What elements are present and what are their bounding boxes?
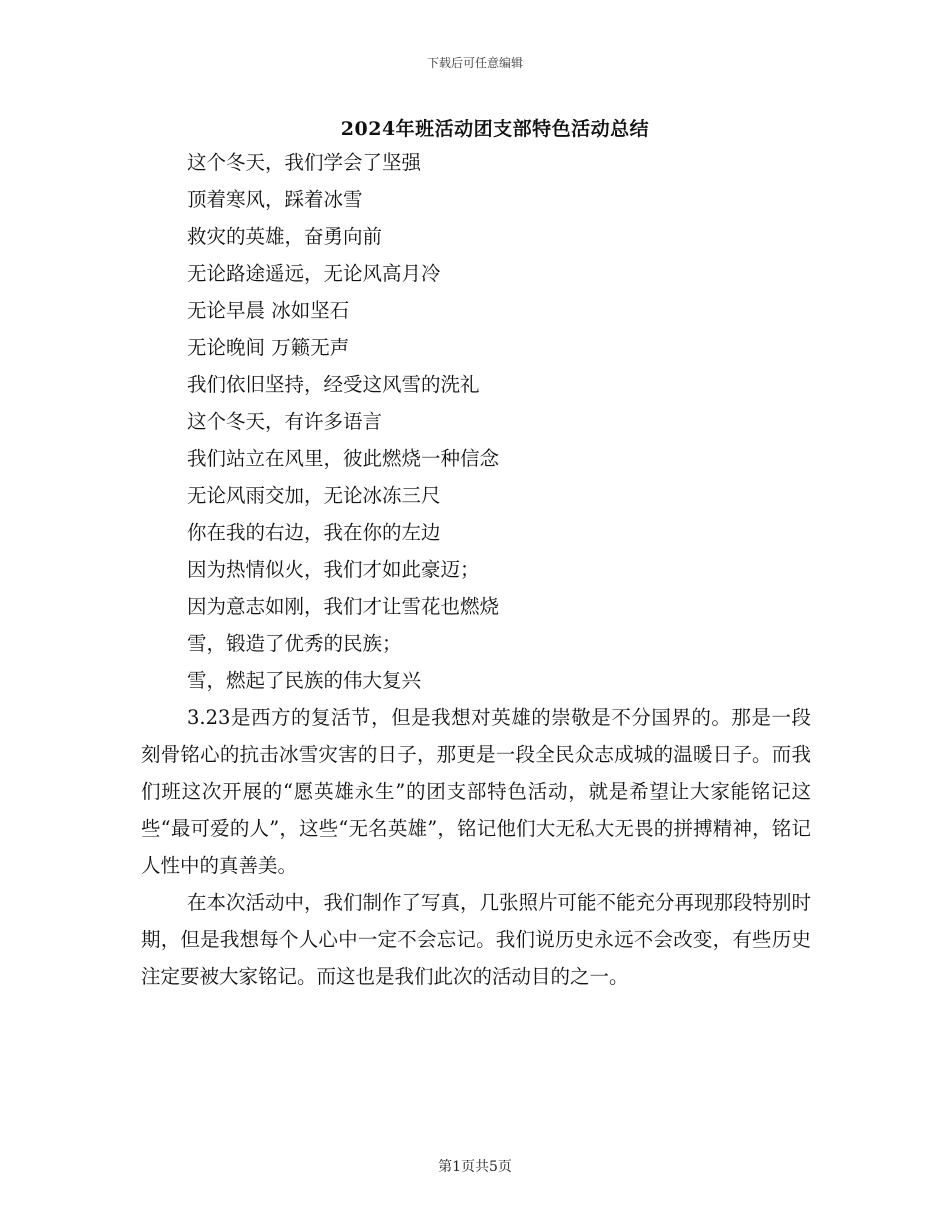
page-number: 第1页共5页 [438, 1159, 512, 1175]
body-paragraph: 3.23是西方的复活节，但是我想对英雄的崇敬是不分国界的。那是一段刻骨铭心的抗击冰雪灾害的日子，那更是一段全民众志成城的温暖日子。而我们班这次开展的“愿英雄永生”的团支部特色活动，就是希望让大家能铭记这些“最可爱的人”，这些“无名英雄”，铭记他们大无私大无畏的拼搏精神，铭记人性中的真善美。 [141, 706, 811, 877]
poem-line: 因为热情似火，我们才如此豪迈； [187, 558, 480, 581]
poem-line: 雪，锻造了优秀的民族； [187, 632, 402, 655]
poem-line: 因为意志如刚，我们才让雪花也燃烧 [187, 595, 500, 618]
document-title: 2024年班活动团支部特色活动总结 [340, 118, 650, 140]
document-body [141, 144, 811, 995]
poem-line: 这个冬天，有许多语言 [187, 410, 383, 433]
poem-line: 无论早晨 冰如坚石 [187, 299, 350, 322]
body-paragraph: 在本次活动中，我们制作了写真，几张照片可能不能充分再现那段特别时期，但是我想每个人心中一定不会忘记。我们说历史永远不会改变，有些历史注定要被大家铭记。而这也是我们此次的活动目的之一。 [141, 891, 812, 988]
header-note: 下载后可任意编辑 [426, 56, 523, 70]
poem-line: 这个冬天，我们学会了坚强 [187, 151, 422, 174]
poem-line: 雪，燃起了民族的伟大复兴 [187, 669, 422, 692]
poem-line: 救灾的英雄，奋勇向前 [187, 225, 383, 248]
poem-line: 无论路途遥远，无论风高月冷 [187, 262, 441, 285]
poem-line: 我们站立在风里，彼此燃烧一种信念 [187, 447, 500, 470]
poem-line: 你在我的右边，我在你的左边 [187, 521, 441, 544]
poem-line: 顶着寒风，踩着冰雪 [187, 188, 363, 211]
poem-line: 无论风雨交加，无论冰冻三尺 [187, 484, 441, 507]
poem-line: 无论晚间 万籁无声 [187, 336, 350, 359]
poem-line: 我们依旧坚持，经受这风雪的洗礼 [187, 373, 480, 396]
